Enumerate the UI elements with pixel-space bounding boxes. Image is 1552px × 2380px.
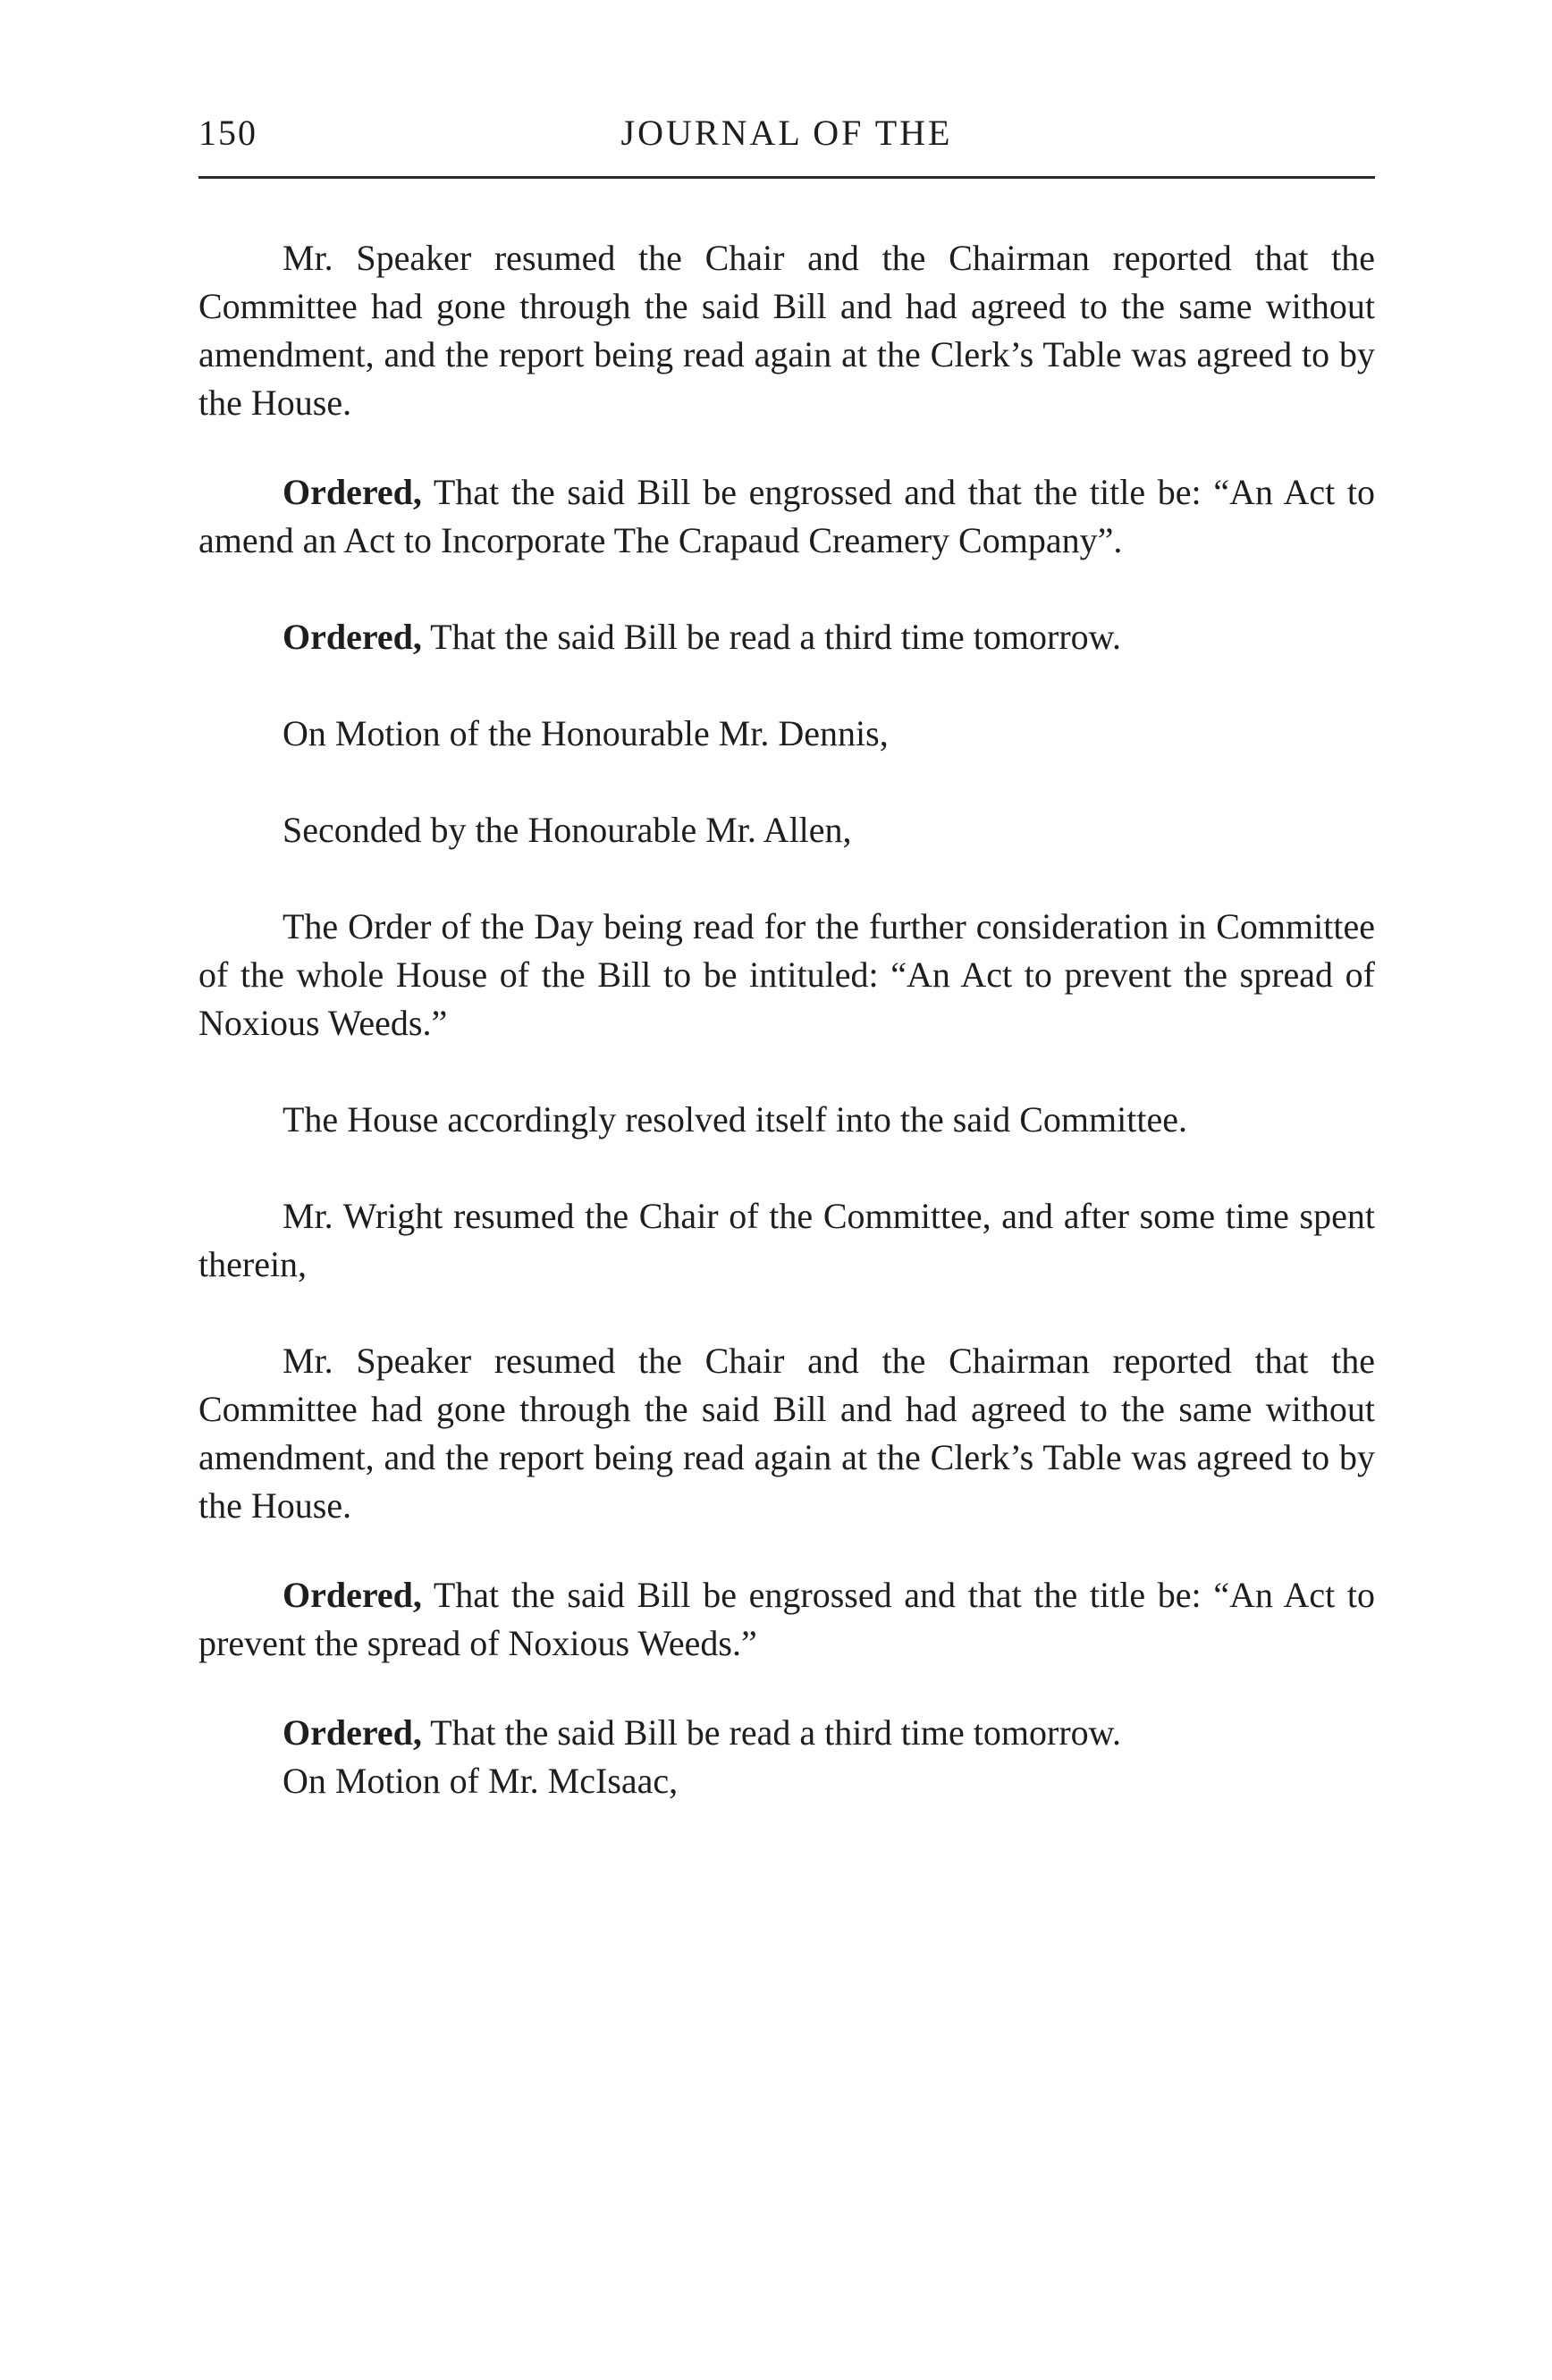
page-number: 150 (198, 113, 257, 153)
paragraph-text: That the said Bill be read a third time tomorrow. (421, 617, 1121, 657)
paragraph (198, 1192, 1375, 1289)
journal-body (198, 234, 1375, 1805)
paragraph (198, 1096, 1375, 1144)
paragraph (198, 903, 1375, 1047)
paragraph (198, 234, 1375, 427)
paragraph-text: The House accordingly resolved itself into the said Committee. (283, 1099, 1187, 1140)
paragraph (198, 1571, 1375, 1668)
paragraph (198, 1337, 1375, 1530)
paragraph-lead: Ordered, (283, 472, 422, 512)
paragraph-lead: Ordered, (283, 1575, 422, 1615)
paragraph-text: On Motion of the Honourable Mr. Dennis, (283, 713, 889, 753)
journal-page (198, 0, 1375, 2380)
paragraph-text: That the said Bill be engrossed and that the title be: “An Act to prevent the spread of Noxious Weeds.” (198, 1575, 1375, 1663)
paragraph-text: Mr. Speaker resumed the Chair and the Chairman reported that the Committee had gone through the said Bill and had agreed to the same without amendment, and the report being read again at the Clerk’s Table was agreed to by the House. (198, 1341, 1375, 1526)
paragraph-text: The Order of the Day being read for the further consideration in Committee of the whole House of the Bill to be intituled: “An Act to prevent the spread of Noxious Weeds.” (198, 906, 1375, 1043)
paragraph (198, 1757, 1375, 1805)
paragraph-lead: Ordered, (283, 617, 422, 657)
paragraph-text: That the said Bill be read a third time tomorrow. (421, 1712, 1121, 1753)
header-rule (198, 176, 1375, 179)
running-head: JOURNAL OF THE (620, 113, 953, 153)
paragraph (198, 613, 1375, 661)
paragraph-lead: Ordered, (283, 1712, 422, 1753)
paragraph-text: Seconded by the Honourable Mr. Allen, (283, 810, 852, 850)
paragraph-text: Mr. Wright resumed the Chair of the Committee, and after some time spent therein, (198, 1196, 1375, 1284)
paragraph (198, 1709, 1375, 1757)
paragraph (198, 806, 1375, 854)
paragraph (198, 468, 1375, 565)
paragraph-text: On Motion of Mr. McIsaac, (283, 1761, 679, 1801)
paragraph-text: That the said Bill be engrossed and that the title be: “An Act to amend an Act to Incorporate The Crapaud Creamery Company”. (198, 472, 1375, 560)
paragraph (198, 710, 1375, 758)
page-header (198, 112, 1375, 165)
paragraph-text: Mr. Speaker resumed the Chair and the Chairman reported that the Committee had gone through the said Bill and had agreed to the same without amendment, and the report being read again at the Clerk’s Table was agreed to by the House. (198, 238, 1375, 423)
